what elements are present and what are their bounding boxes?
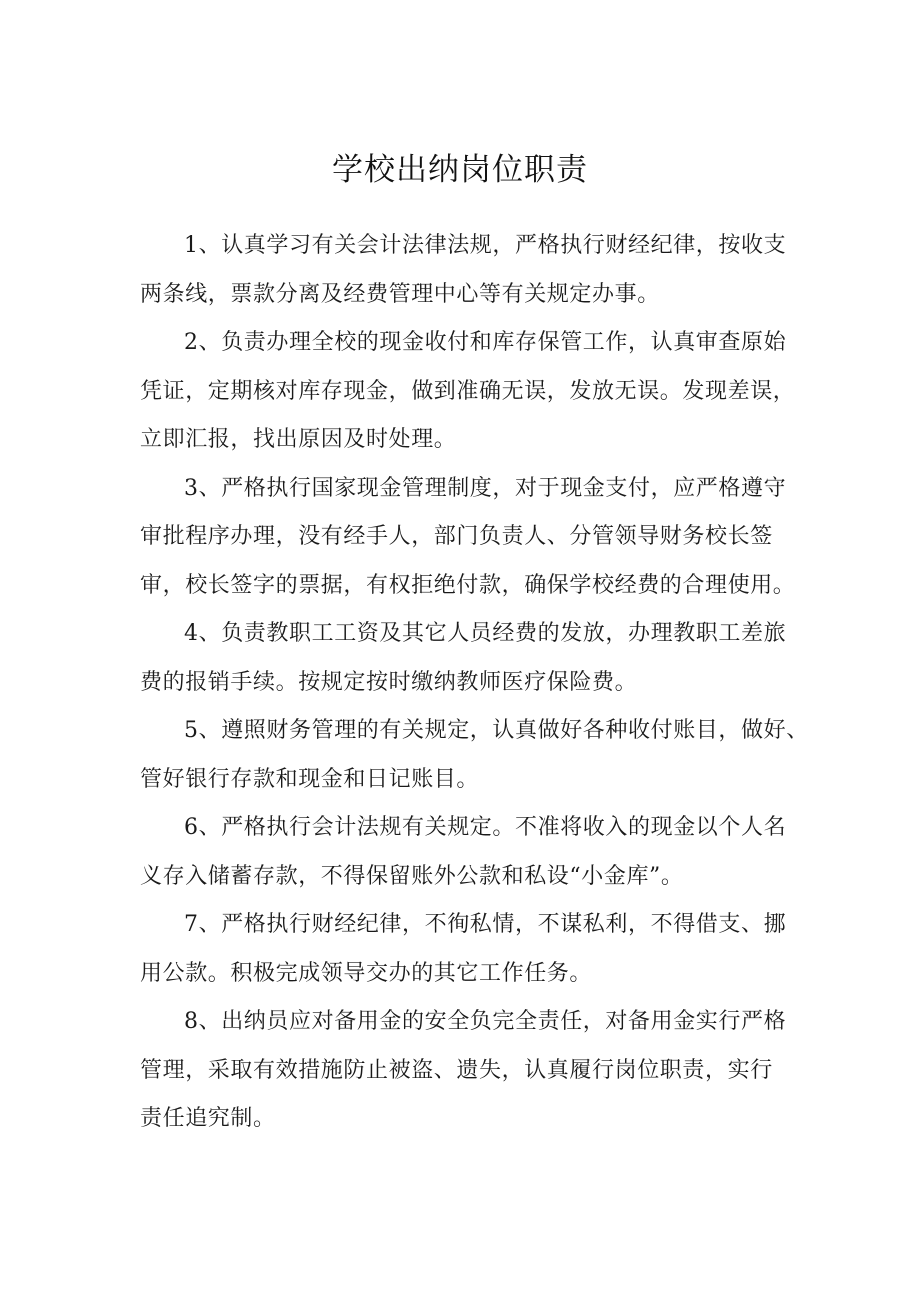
- paragraph-line: 4、负责教职工工资及其它人员经费的发放，办理教职工差旅: [184, 621, 787, 646]
- paragraph-8: [140, 998, 800, 1144]
- paragraph-line: 用公款。积极完成领导交办的其它工作任务。: [140, 960, 593, 986]
- paragraph-1: [140, 222, 800, 319]
- paragraph-5: [140, 707, 809, 804]
- paragraph-3: [140, 465, 800, 611]
- paragraph-line: 7、严格执行财经纪律，不徇私情，不谋私利，不得借支、挪: [184, 912, 787, 937]
- paragraph-line: 2、负责办理全校的现金收付和库存保管工作，认真审查原始: [184, 330, 787, 355]
- paragraph-4: [140, 610, 800, 707]
- paragraph-line: 责任追究制。: [140, 1106, 276, 1131]
- paragraph-line: 审，校长签字的票据，有权拒绝付款，确保学校经费的合理使用。: [140, 572, 796, 598]
- document-body: [140, 222, 809, 1144]
- paragraph-line: 管理，采取有效措施防止被盗、遗失，认真履行岗位职责，实行: [140, 1057, 773, 1083]
- paragraph-2: [140, 319, 800, 465]
- paragraph-line: 审批程序办理，没有经手人，部门负责人、分管领导财务校长签: [140, 524, 773, 549]
- paragraph-line: 费的报销手续。按规定按时缴纳教师医疗保险费。: [140, 669, 638, 695]
- paragraph-line: 6、严格执行会计法规有关规定。不准将收入的现金以个人名: [184, 815, 787, 840]
- paragraph-line: 3、严格执行国家现金管理制度，对于现金支付，应严格遵守: [184, 475, 787, 501]
- paragraph-7: [140, 901, 800, 998]
- paragraph-line: 两条线，票款分离及经费管理中心等有关规定办事。: [140, 281, 660, 307]
- document-title: 学校出纳岗位职责: [332, 152, 588, 188]
- paragraph-line: 5、遵照财务管理的有关规定，认真做好各种收付账目，做好、: [184, 718, 809, 743]
- paragraph-6: [140, 804, 800, 901]
- paragraph-line: 8、出纳员应对备用金的安全负完全责任，对备用金实行严格: [184, 1009, 787, 1034]
- paragraph-line: 凭证，定期核对库存现金，做到准确无误，发放无误。发现差误，: [140, 378, 796, 404]
- paragraph-line: 1、认真学习有关会计法律法规，严格执行财经纪律，按收支: [184, 233, 787, 258]
- paragraph-line: 立即汇报，找出原因及时处理。: [140, 427, 457, 452]
- paragraph-line: 管好银行存款和现金和日记账目。: [140, 766, 480, 792]
- paragraph-line: 义存入储蓄存款，不得保留账外公款和私设“小金库”。: [140, 863, 684, 889]
